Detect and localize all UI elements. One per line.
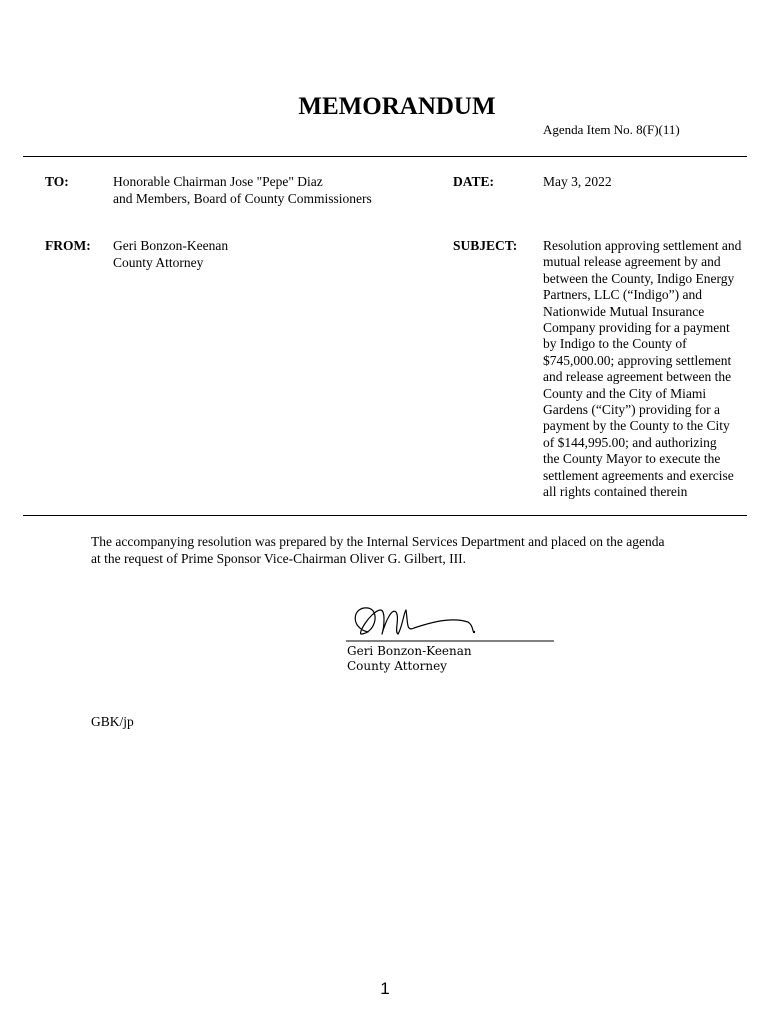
memo-body [91,533,701,567]
subject-line: settlement agreements and exercise [543,467,734,483]
bottom-divider [23,515,747,516]
to-line: Honorable Chairman Jose "Pepe" Diaz [113,174,323,189]
subject-line: $745,000.00; approving settlement [543,352,732,368]
subject-line: the County Mayor to execute the [543,451,721,467]
from-label: FROM: [45,238,91,253]
from-sender [113,238,228,271]
from-line: Geri Bonzon-Keenan [113,238,229,253]
subject-line: by Indigo to the County of [543,336,687,352]
signer-name: Geri Bonzon-Keenan [347,644,472,658]
from-line: County Attorney [113,254,204,270]
signature-block [347,644,472,674]
subject-line: mutual release agreement by and [543,254,721,270]
signer-title: County Attorney [347,659,447,673]
body-line: at the request of Prime Sponsor Vice-Chairman Oliver G. Gilbert, III. [91,551,466,566]
page-number: 1 [380,979,390,998]
subject-line: Partners, LLC (“Indigo”) and [543,287,702,303]
subject-line: all rights contained therein [543,484,688,500]
to-label: TO: [45,174,69,189]
to-recipient [113,174,372,207]
subject-line: County and the City of Miami [543,385,707,401]
subject-line: of $144,995.00; and authorizing [543,434,717,450]
subject-line: and release agreement between the [543,369,732,385]
typist-initials: GBK/jp [91,714,134,729]
date-label: DATE: [453,174,495,189]
to-line: and Members, Board of County Commissioners [113,190,372,206]
body-line: The accompanying resolution was prepared by the Internal Services Department and placed on the agenda [91,534,665,549]
subject-label: SUBJECT: [453,238,518,253]
subject-line: Nationwide Mutual Insurance [543,303,705,319]
subject-line: between the County, Indigo Energy [543,270,735,286]
agenda-item-number: Agenda Item No. 8(F)(11) [543,122,680,137]
handwritten-signature-icon [340,598,560,648]
subject-line: Resolution approving settlement and [543,238,742,253]
date-value: May 3, 2022 [543,174,612,189]
subject-line: Gardens (“City”) providing for a [543,402,720,418]
subject-line: payment by the County to the City [543,418,730,434]
top-divider [23,156,747,157]
memo-title: MEMORANDUM [298,93,496,120]
subject-text [543,238,755,501]
subject-line: Company providing for a payment [543,320,730,336]
